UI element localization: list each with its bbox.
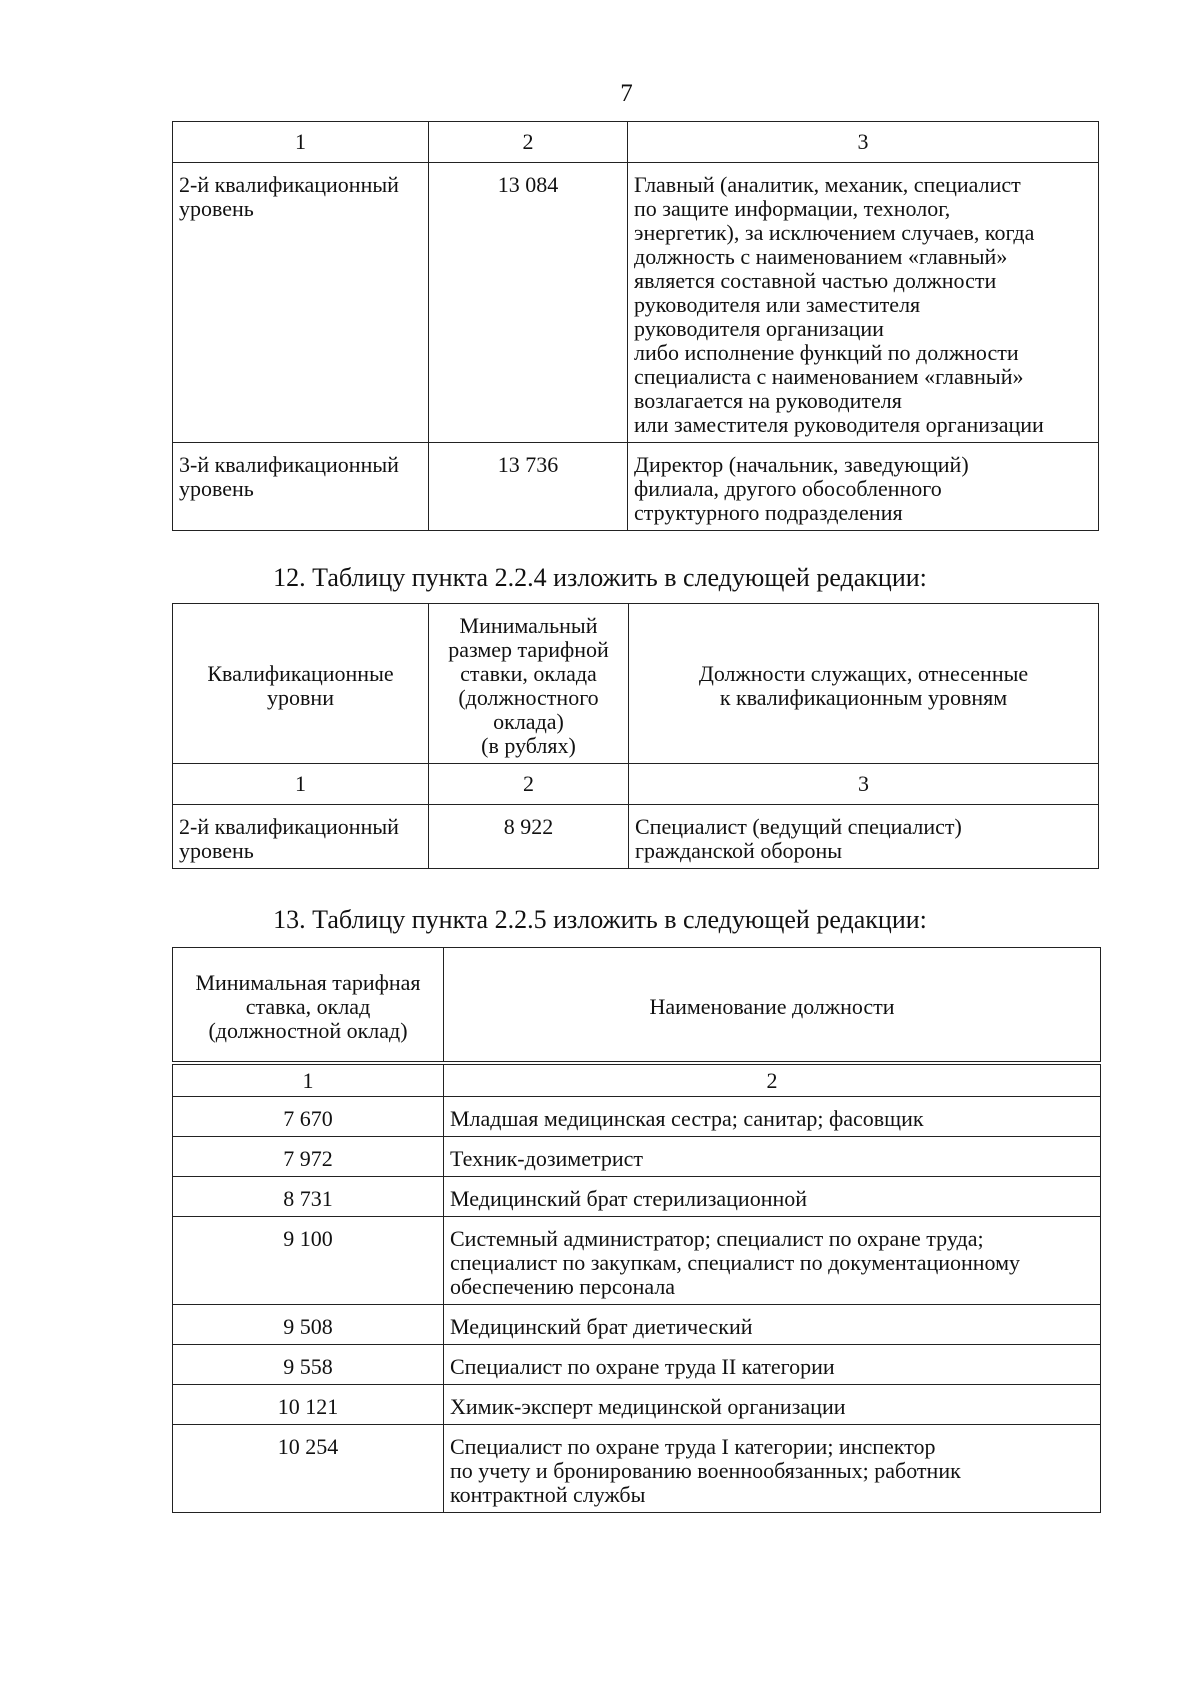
section-13-heading: 13. Таблицу пункта 2.2.5 изложить в следующей редакции: — [273, 905, 927, 934]
header-min-salary: Минимальный размер тарифной ставки, оклада (должностного оклада) (в рублях) — [429, 604, 629, 764]
salary-value: 9 100 — [173, 1217, 444, 1305]
salary-value: 9 508 — [173, 1305, 444, 1345]
table-section-12 — [172, 603, 1099, 869]
table-continued — [172, 121, 1099, 531]
table-section-13 — [172, 947, 1101, 1513]
column-number: 1 — [173, 1063, 444, 1097]
qualification-level: 2-й квалификационный уровень — [173, 163, 429, 443]
section-12-heading: 12. Таблицу пункта 2.2.4 изложить в следующей редакции: — [273, 563, 927, 592]
table-row — [173, 1345, 1101, 1385]
table-row — [173, 1137, 1101, 1177]
table-row — [173, 1177, 1101, 1217]
qualification-level: 3-й квалификационный уровень — [173, 443, 429, 531]
salary-value: 8 922 — [429, 805, 629, 869]
position-name: Медицинский брат стерилизационной — [444, 1177, 1101, 1217]
position-name: Специалист по охране труда II категории — [444, 1345, 1101, 1385]
column-number: 2 — [429, 122, 628, 163]
position-name: Медицинский брат диетический — [444, 1305, 1101, 1345]
column-numbers-row — [173, 1063, 1101, 1097]
column-number: 1 — [173, 764, 429, 805]
salary-value: 13 736 — [429, 443, 628, 531]
table-row — [173, 1425, 1101, 1513]
positions-text: Специалист (ведущий специалист) гражданской обороны — [629, 805, 1099, 869]
salary-value: 10 254 — [173, 1425, 444, 1513]
salary-value: 8 731 — [173, 1177, 444, 1217]
header-row — [173, 948, 1101, 1064]
salary-value: 9 558 — [173, 1345, 444, 1385]
table-row — [173, 1217, 1101, 1305]
table-row — [173, 1097, 1101, 1137]
header-qualification-levels: Квалификационные уровни — [173, 604, 429, 764]
header-min-salary: Минимальная тарифная ставка, оклад (должностной оклад) — [173, 948, 444, 1064]
salary-value: 10 121 — [173, 1385, 444, 1425]
position-name: Специалист по охране труда I категории; инспектор по учету и бронированию военнообязанных; работник контрактной службы — [444, 1425, 1101, 1513]
table-row — [173, 443, 1099, 531]
column-number: 2 — [444, 1063, 1101, 1097]
salary-value: 13 084 — [429, 163, 628, 443]
header-position-name: Наименование должности — [444, 948, 1101, 1064]
page-number: 7 — [620, 80, 633, 107]
header-row — [173, 604, 1099, 764]
table-row — [173, 1305, 1101, 1345]
position-name: Химик-эксперт медицинской организации — [444, 1385, 1101, 1425]
qualification-level: 2-й квалификационный уровень — [173, 805, 429, 869]
position-name: Младшая медицинская сестра; санитар; фасовщик — [444, 1097, 1101, 1137]
column-number: 1 — [173, 122, 429, 163]
table-row — [173, 805, 1099, 869]
column-numbers-row — [173, 122, 1099, 163]
positions-text: Главный (аналитик, механик, специалист по защите информации, технолог, энергетик), за исключением случаев, когда должность с наименованием «главный» является составной частью должности руководителя или заместителя руководителя организации либо исполнение функций по должности специалиста с наименованием «главный» возлагается на руководителя или заместителя руководителя организации — [628, 163, 1099, 443]
table-row — [173, 163, 1099, 443]
column-number: 3 — [628, 122, 1099, 163]
header-positions: Должности служащих, отнесенные к квалификационным уровням — [629, 604, 1099, 764]
position-name: Техник-дозиметрист — [444, 1137, 1101, 1177]
table-row — [173, 1385, 1101, 1425]
position-name: Системный администратор; специалист по охране труда; специалист по закупкам, специалист по документационному обеспечению персонала — [444, 1217, 1101, 1305]
salary-value: 7 670 — [173, 1097, 444, 1137]
salary-value: 7 972 — [173, 1137, 444, 1177]
positions-text: Директор (начальник, заведующий) филиала, другого обособленного структурного подразделения — [628, 443, 1099, 531]
column-number: 3 — [629, 764, 1099, 805]
column-number: 2 — [429, 764, 629, 805]
column-numbers-row — [173, 764, 1099, 805]
